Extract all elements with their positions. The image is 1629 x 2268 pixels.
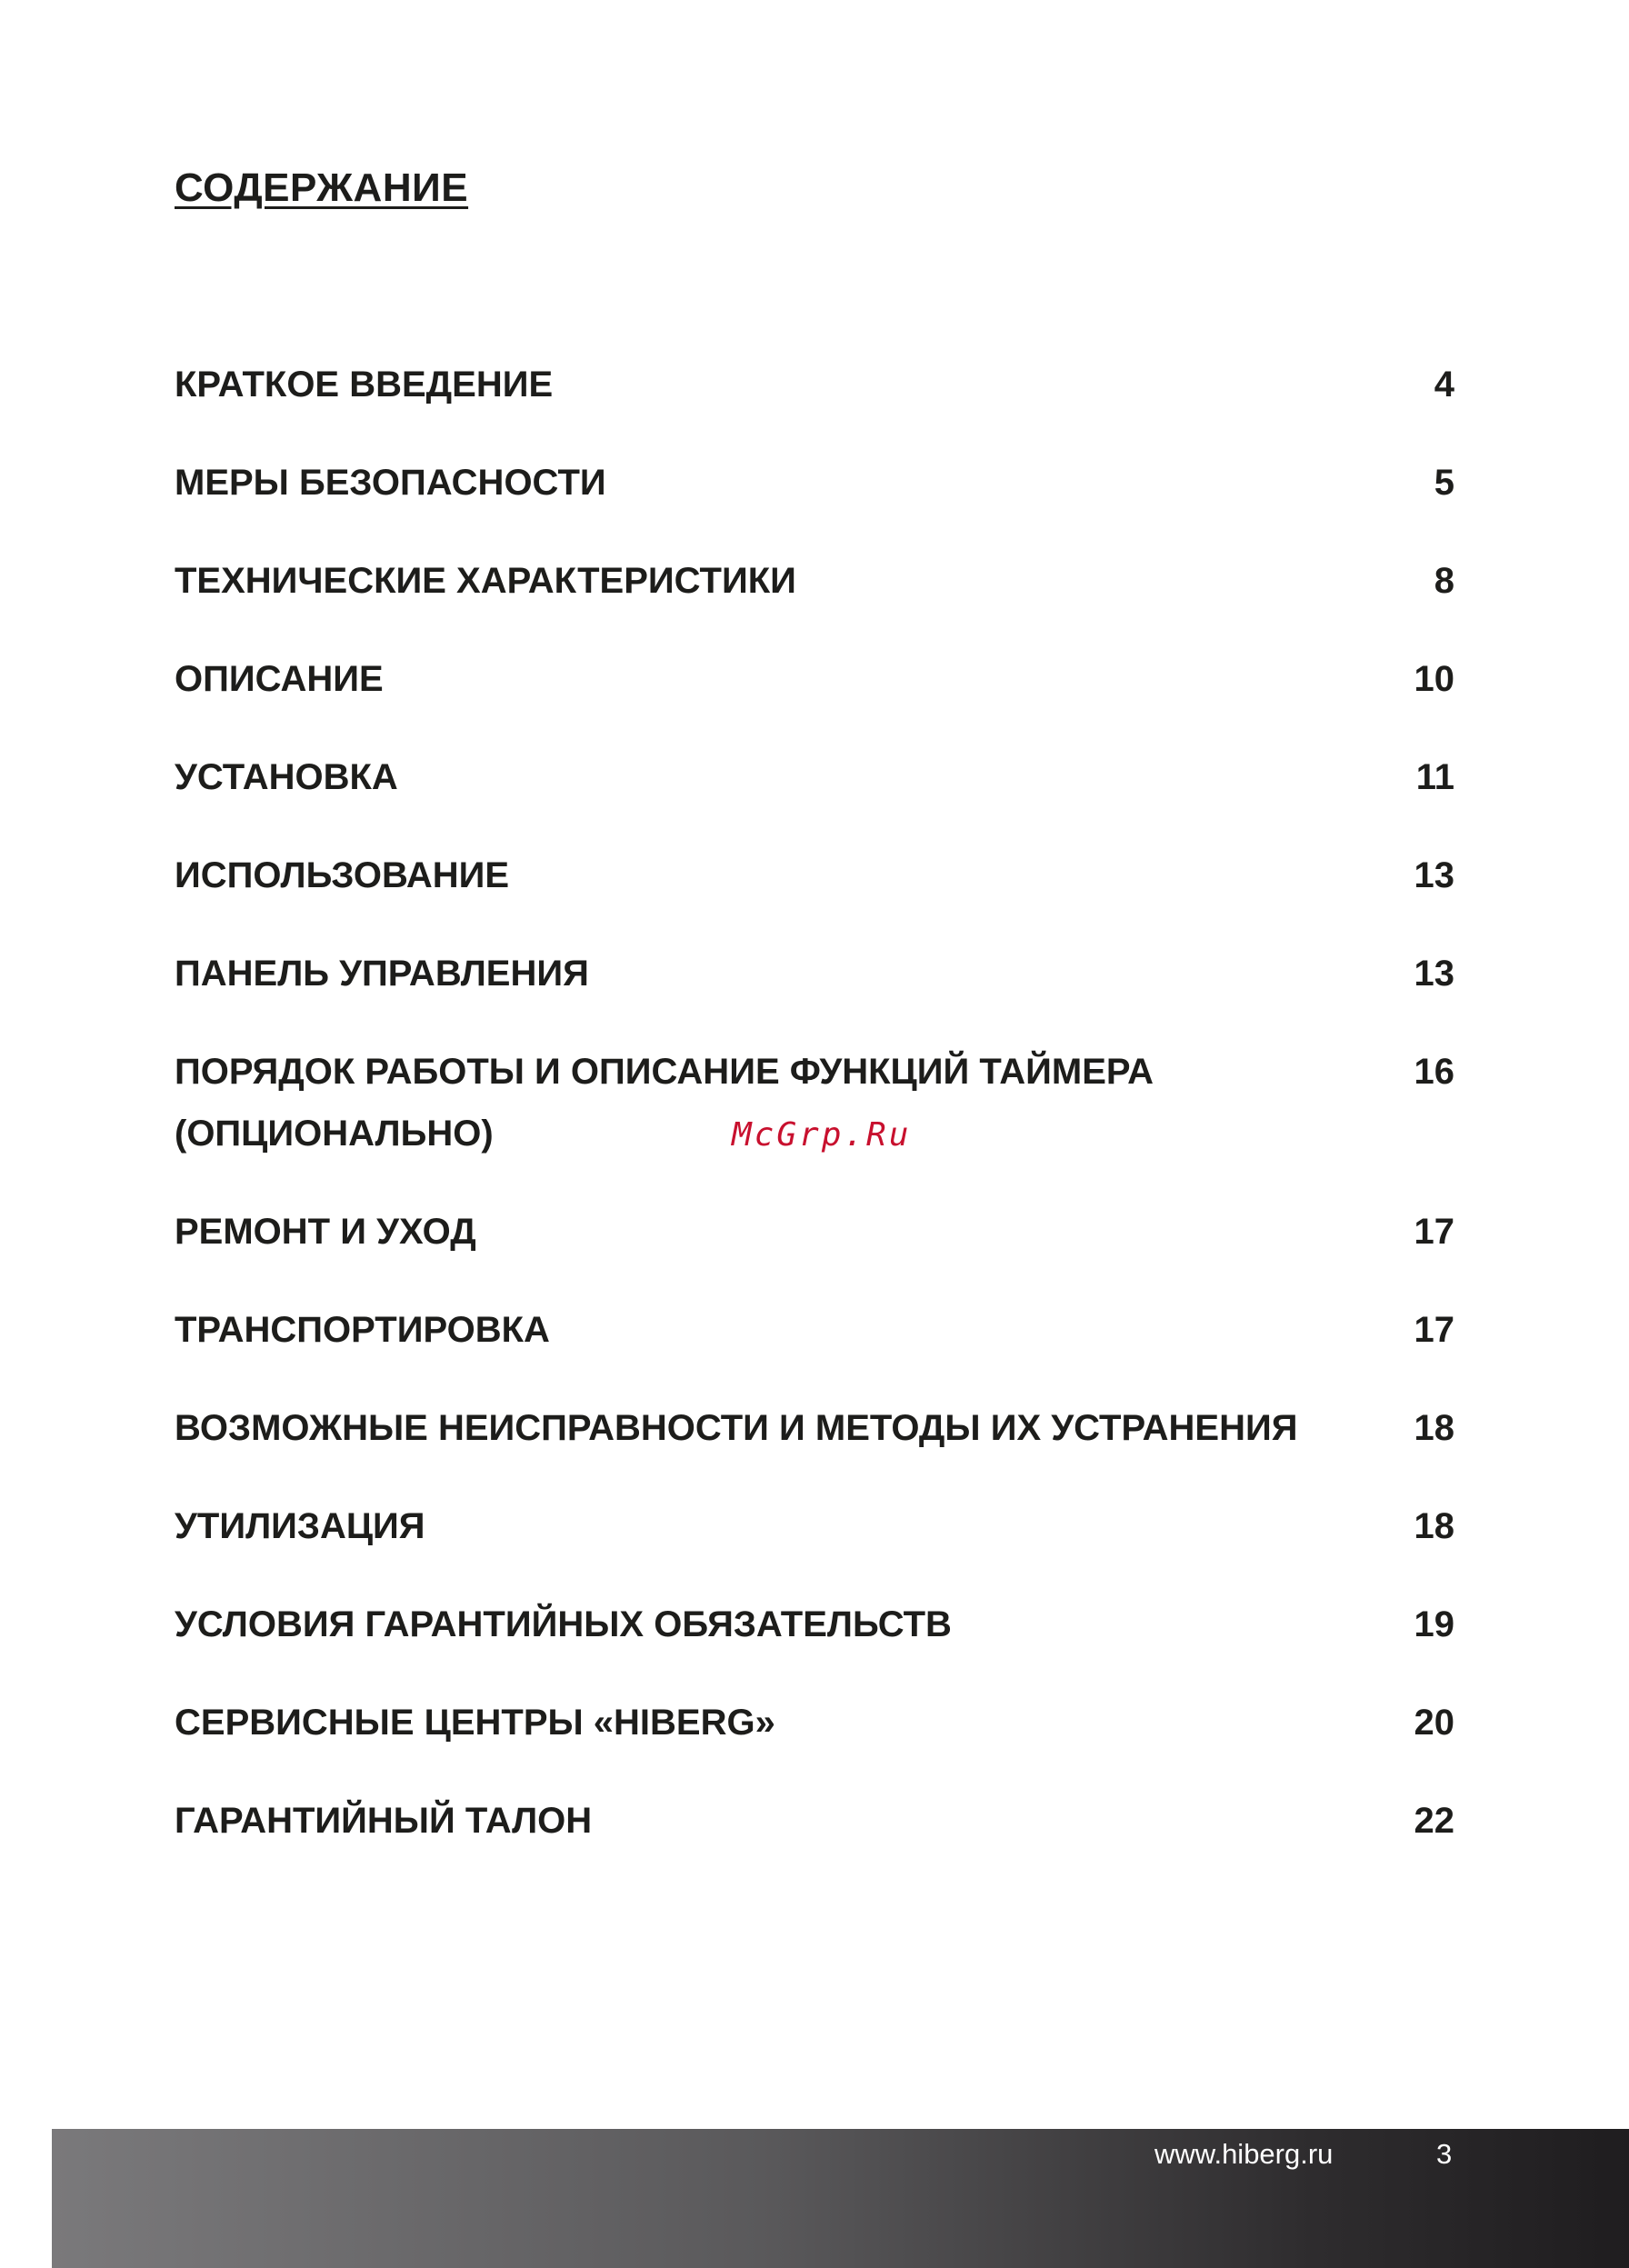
toc-label: СЕРВИСНЫЕ ЦЕНТРЫ «HIBERG» xyxy=(175,1703,775,1743)
toc-row[interactable] xyxy=(175,555,1454,612)
toc-label: КРАТКОЕ ВВЕДЕНИЕ xyxy=(175,365,554,405)
toc-row[interactable] xyxy=(175,948,1454,1004)
toc-label: ПАНЕЛЬ УПРАВЛЕНИЯ xyxy=(175,954,589,994)
toc-row[interactable] xyxy=(175,1206,1454,1263)
footer-url-link[interactable]: www.hiberg.ru xyxy=(1154,2138,1334,2170)
toc-page-number: 17 xyxy=(1414,1212,1454,1252)
toc-label: УСТАНОВКА xyxy=(175,757,398,797)
toc-page-number: 13 xyxy=(1414,954,1454,994)
toc-label: ОПИСАНИЕ xyxy=(175,659,384,699)
toc-page-number: 17 xyxy=(1414,1310,1454,1350)
toc-label: ГАРАНТИЙНЫЙ ТАЛОН xyxy=(175,1801,593,1841)
toc-row[interactable] xyxy=(175,359,1454,415)
toc-page-number: 8 xyxy=(1434,561,1454,601)
footer-page-number: 3 xyxy=(1436,2138,1453,2170)
toc-page-number: 22 xyxy=(1414,1801,1454,1841)
toc-row[interactable] xyxy=(175,1599,1454,1655)
toc-row[interactable] xyxy=(175,752,1454,808)
toc-label: ТРАНСПОРТИРОВКА xyxy=(175,1310,550,1350)
toc-row[interactable] xyxy=(175,654,1454,710)
toc-row[interactable] xyxy=(175,850,1454,906)
toc-label: РЕМОНТ И УХОД xyxy=(175,1212,476,1252)
toc-label: ВОЗМОЖНЫЕ НЕИСПРАВНОСТИ И МЕТОДЫ ИХ УСТРАНЕНИЯ xyxy=(175,1408,1298,1448)
toc-row[interactable] xyxy=(175,1501,1454,1557)
watermark: McGrp.Ru xyxy=(732,1116,912,1154)
footer-bar xyxy=(52,2129,1629,2268)
toc-row[interactable] xyxy=(175,1795,1454,1852)
toc-row[interactable] xyxy=(175,1403,1454,1459)
toc-row[interactable] xyxy=(175,1304,1454,1361)
toc-page-number: 18 xyxy=(1414,1506,1454,1546)
toc-page-number: 11 xyxy=(1415,757,1454,797)
toc-row[interactable] xyxy=(175,457,1454,514)
toc-label: МЕРЫ БЕЗОПАСНОСТИ xyxy=(175,463,606,503)
toc-page-number: 10 xyxy=(1414,659,1454,699)
toc-page-number: 5 xyxy=(1434,463,1454,503)
page-title: СОДЕРЖАНИЕ xyxy=(175,165,469,210)
toc-label: УСЛОВИЯ ГАРАНТИЙНЫХ ОБЯЗАТЕЛЬСТВ xyxy=(175,1604,952,1644)
toc-label: УТИЛИЗАЦИЯ xyxy=(175,1506,425,1546)
toc-page-number: 16 xyxy=(1414,1052,1454,1092)
toc-page-number: 18 xyxy=(1414,1408,1454,1448)
toc-page-number: 19 xyxy=(1414,1604,1454,1644)
toc-label: ИСПОЛЬЗОВАНИЕ xyxy=(175,855,510,895)
toc-page-number: 20 xyxy=(1414,1703,1454,1743)
toc-page-number: 4 xyxy=(1434,365,1454,405)
toc-label: ТЕХНИЧЕСКИЕ ХАРАКТЕРИСТИКИ xyxy=(175,561,796,601)
toc-label: ПОРЯДОК РАБОТЫ И ОПИСАНИЕ ФУНКЦИЙ ТАЙМЕРА (ОПЦИОНАЛЬНО) xyxy=(175,1052,1154,1154)
toc-page-number: 13 xyxy=(1414,855,1454,895)
toc-row[interactable] xyxy=(175,1697,1454,1753)
